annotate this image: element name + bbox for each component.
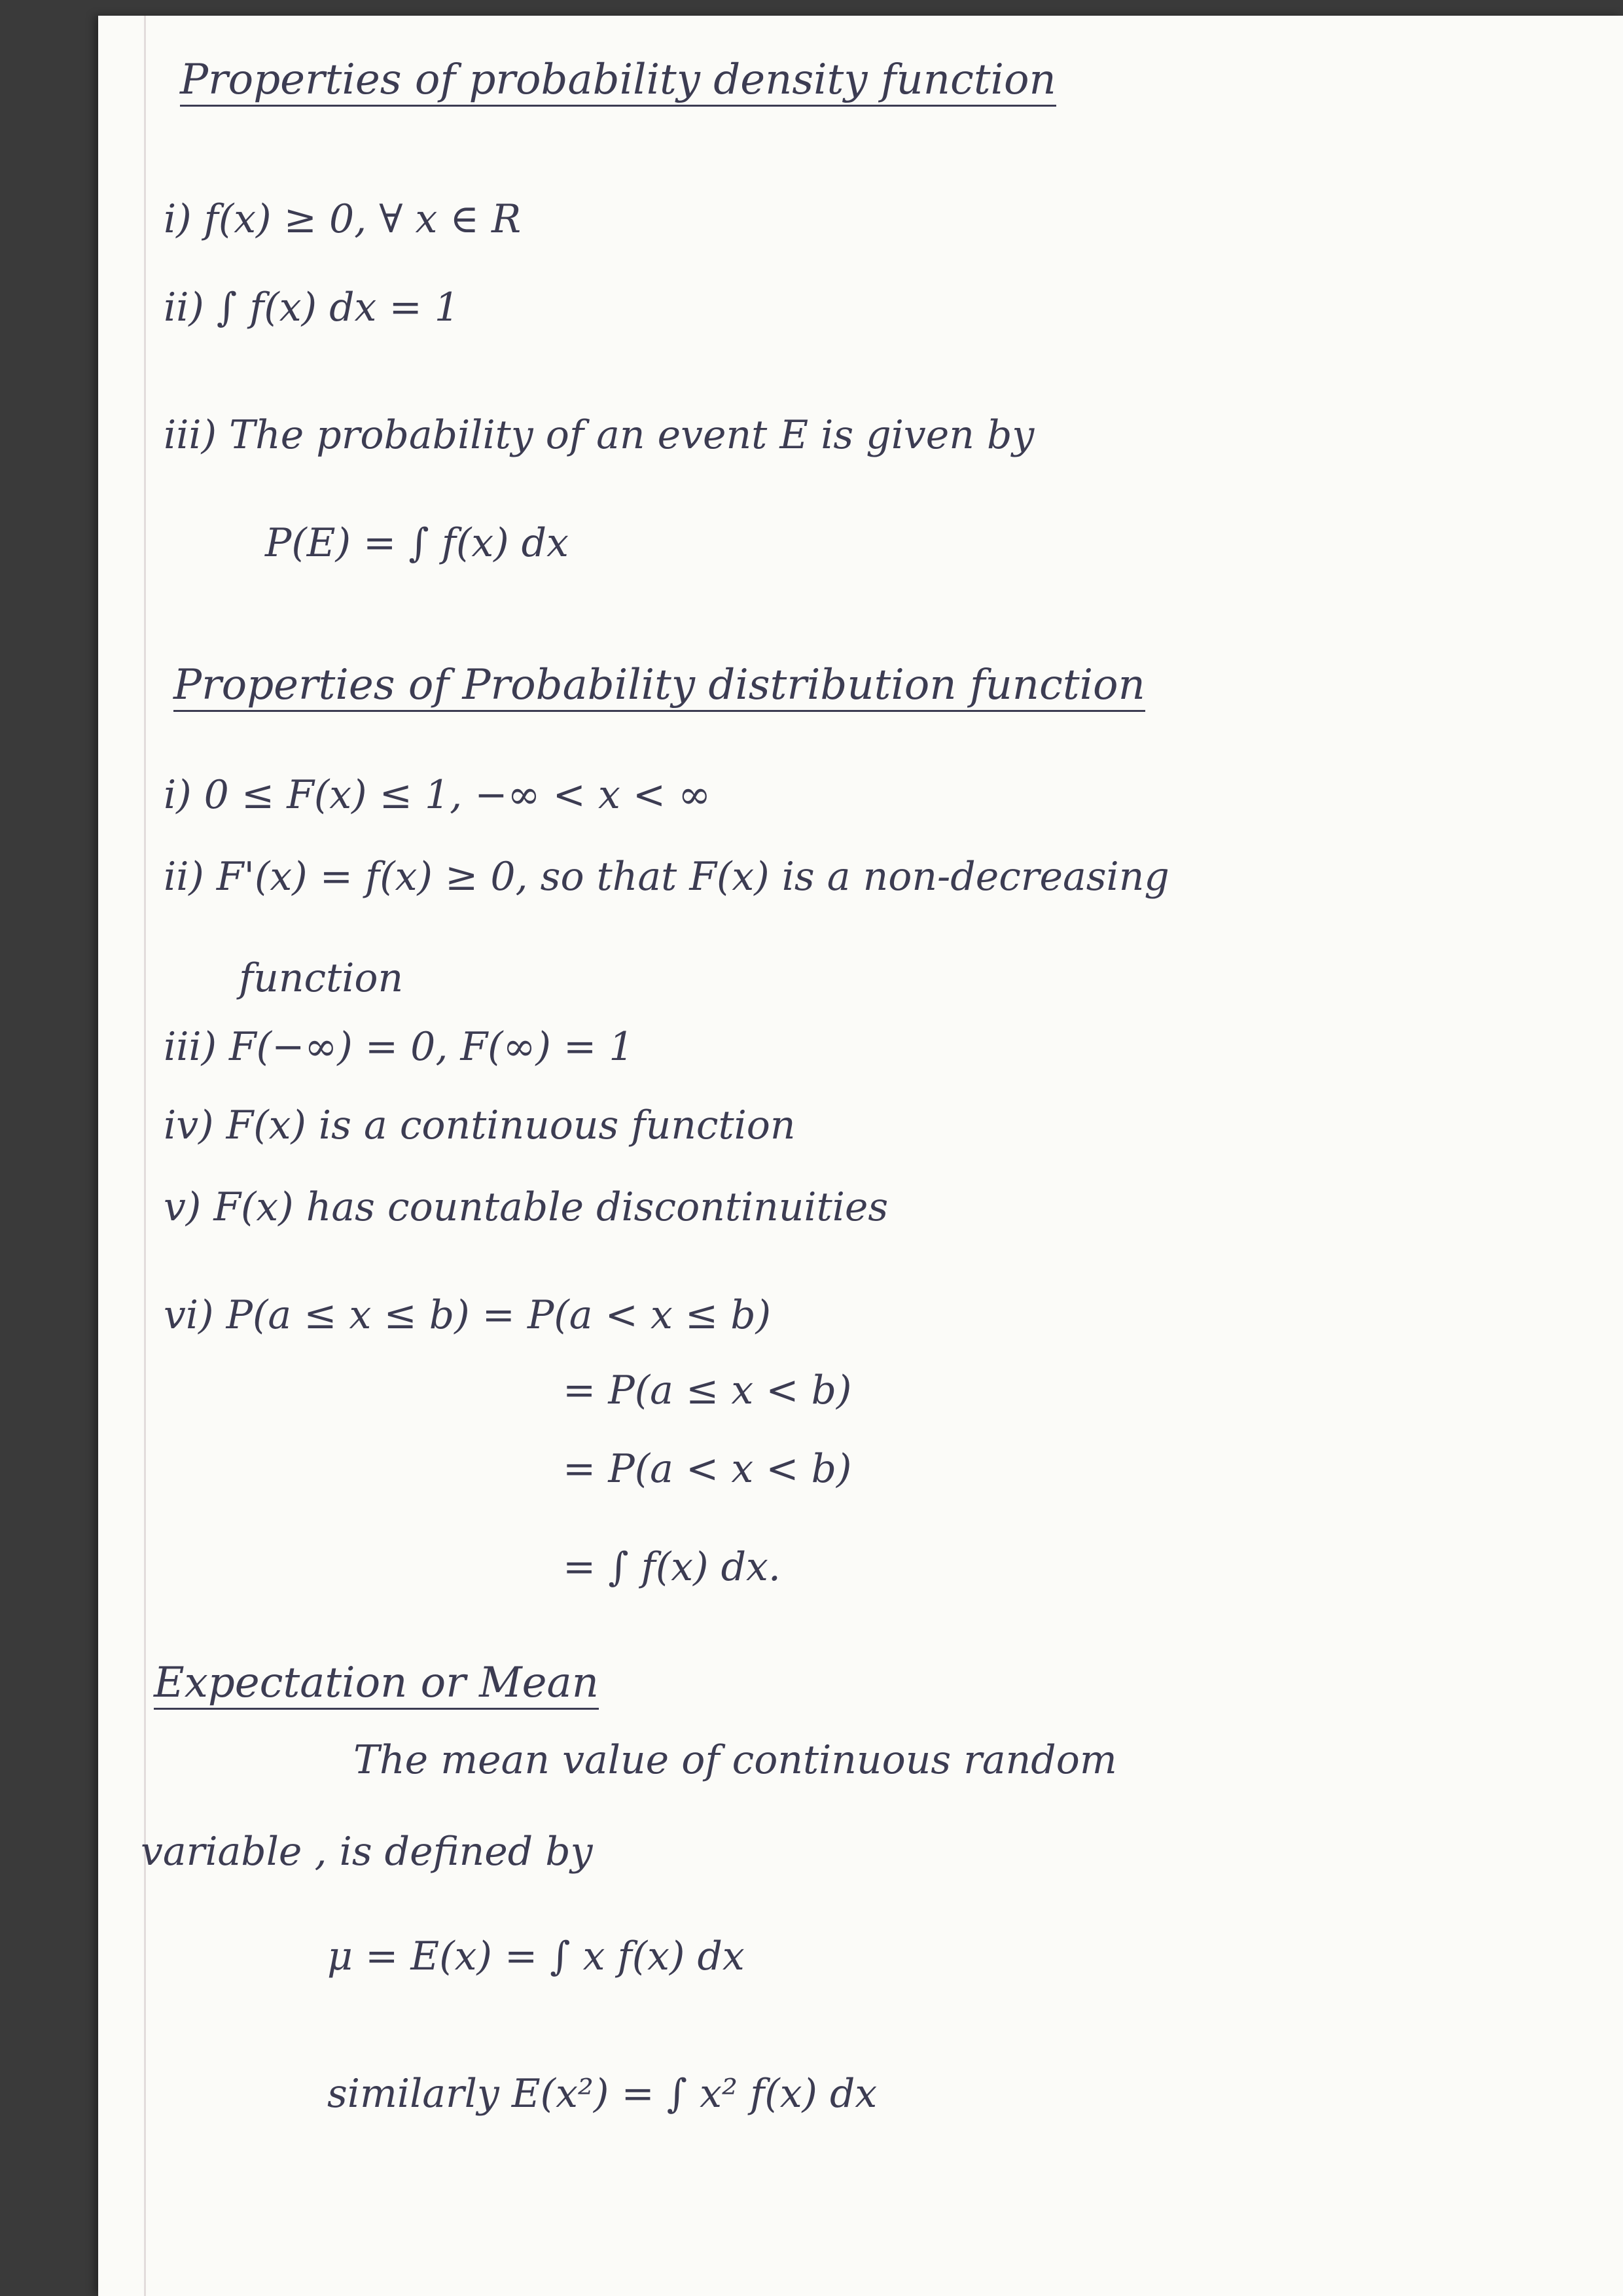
cdf-item-6-eq3: = P(a < x < b) — [563, 1446, 852, 1492]
mean-formula: μ = E(x) = ∫ x f(x) dx — [327, 1934, 745, 1979]
pdf-item-1: i) f(x) ≥ 0, ∀ x ∈ R — [164, 196, 522, 242]
cdf-item-6: vi) P(a ≤ x ≤ b) = P(a < x ≤ b) — [164, 1292, 772, 1338]
cdf-item-6-eq4: = ∫ f(x) dx. — [563, 1544, 781, 1590]
cdf-item-5: v) F(x) has countable discontinuities — [164, 1184, 889, 1230]
heading-expectation: Expectation or Mean — [154, 1662, 599, 1710]
heading-pdf-properties: Properties of probability density function — [180, 59, 1056, 107]
pdf-item-2: ii) ∫ f(x) dx = 1 — [164, 285, 459, 330]
cdf-item-2: ii) F'(x) = f(x) ≥ 0, so that F(x) is a non-decreasing — [164, 854, 1169, 900]
heading-cdf-properties: Properties of Probability distribution function — [173, 664, 1145, 712]
cdf-item-4: iv) F(x) is a continuous function — [164, 1103, 796, 1148]
pdf-item-3: iii) The probability of an event E is given by — [164, 412, 1035, 458]
cdf-item-2-cont: function — [239, 955, 404, 1001]
pdf-item-4: P(E) = ∫ f(x) dx — [265, 520, 569, 566]
cdf-item-3: iii) F(−∞) = 0, F(∞) = 1 — [164, 1024, 634, 1070]
cdf-item-1: i) 0 ≤ F(x) ≤ 1, −∞ < x < ∞ — [164, 772, 711, 818]
second-moment-formula: similarly E(x²) = ∫ x² f(x) dx — [327, 2071, 878, 2117]
mean-text-1: The mean value of continuous random — [353, 1737, 1117, 1783]
cdf-item-6-eq2: = P(a ≤ x < b) — [563, 1368, 852, 1413]
mean-text-2: variable , is defined by — [141, 1829, 593, 1875]
margin-line — [144, 16, 146, 2296]
